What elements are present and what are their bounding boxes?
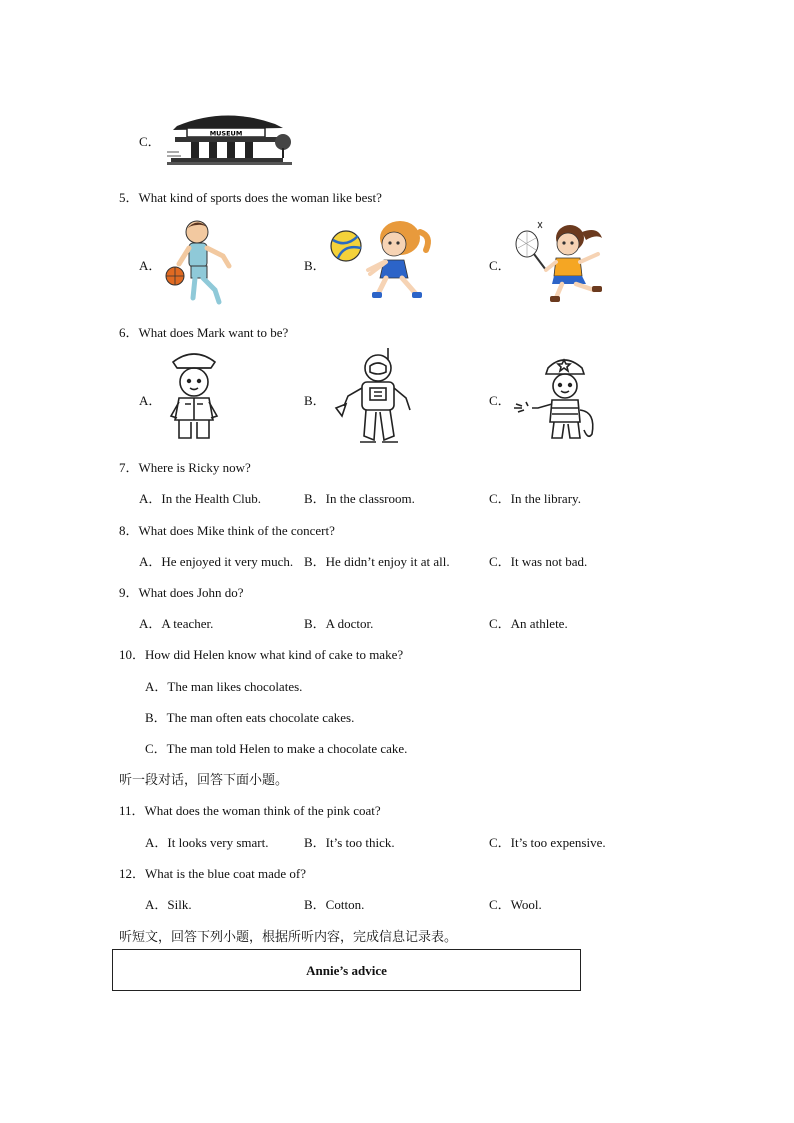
q12-option-b: B．Cotton. xyxy=(304,897,365,912)
q12-question: 12．What is the blue coat made of? xyxy=(119,866,306,881)
q7-option-b: B．In the classroom. xyxy=(304,491,415,506)
q10-question: 10．How did Helen know what kind of cake to make? xyxy=(119,647,404,662)
q11-option-b: B．It’s too thick. xyxy=(304,835,395,850)
q7-option-c: C．In the library. xyxy=(489,491,581,506)
q12-option-c: C．Wool. xyxy=(489,897,542,912)
q10-option-a: A．The man likes chocolates. xyxy=(145,679,303,694)
police-officer-icon xyxy=(163,346,225,444)
q7-option-a: A．In the Health Club. xyxy=(139,491,262,506)
q5-option-b-letter: B． xyxy=(304,258,326,273)
q8-option-b: B．He didn’t enjoy it at all. xyxy=(304,554,450,569)
q6-option-a-letter: A． xyxy=(139,393,162,408)
q9-option-a: A．A teacher. xyxy=(139,616,214,631)
museum-icon xyxy=(165,108,300,168)
q12-option-a: A．Silk. xyxy=(145,897,192,912)
q6-option-b-letter: B． xyxy=(304,393,326,408)
q5-option-a-letter: A． xyxy=(139,258,162,273)
q8-option-a: A．He enjoyed it very much. xyxy=(139,554,294,569)
q6-option-c-letter: C． xyxy=(489,393,511,408)
q7-question: 7．Where is Ricky now? xyxy=(119,460,251,475)
volleyball-girl-icon xyxy=(328,216,434,304)
astronaut-icon xyxy=(328,346,424,448)
q10-option-b: B．The man often eats chocolate cakes. xyxy=(145,710,355,725)
q6-question: 6．What does Mark want to be? xyxy=(119,325,289,340)
q8-question: 8．What does Mike think of the concert? xyxy=(119,523,335,538)
badminton-girl-icon xyxy=(512,218,610,304)
info-record-table xyxy=(112,949,581,991)
q10-option-c: C．The man told Helen to make a chocolate cake. xyxy=(145,741,408,756)
q4-option-c-letter: C． xyxy=(139,134,161,149)
q8-option-c: C．It was not bad. xyxy=(489,554,588,569)
firefighter-icon xyxy=(512,350,598,446)
q9-question: 9．What does John do? xyxy=(119,585,244,600)
q11-option-a: A．It looks very smart. xyxy=(145,835,269,850)
q9-option-b: B．A doctor. xyxy=(304,616,374,631)
section3-instruction: 听短文，回答下列小题，根据所听内容，完成信息记录表。 xyxy=(119,929,458,944)
museum-sign-text: MUSEUM xyxy=(209,129,243,138)
q9-option-c: C．An athlete. xyxy=(489,616,568,631)
table-header: Annie’s advice xyxy=(306,963,387,978)
basketball-boy-icon xyxy=(163,218,235,306)
q5-question: 5．What kind of sports does the woman like best? xyxy=(119,190,382,205)
q11-option-c: C．It’s too expensive. xyxy=(489,835,606,850)
q11-question: 11．What does the woman think of the pink coat? xyxy=(119,803,381,818)
q5-option-c-letter: C． xyxy=(489,258,511,273)
section2-instruction: 听一段对话，回答下面小题。 xyxy=(119,772,289,787)
